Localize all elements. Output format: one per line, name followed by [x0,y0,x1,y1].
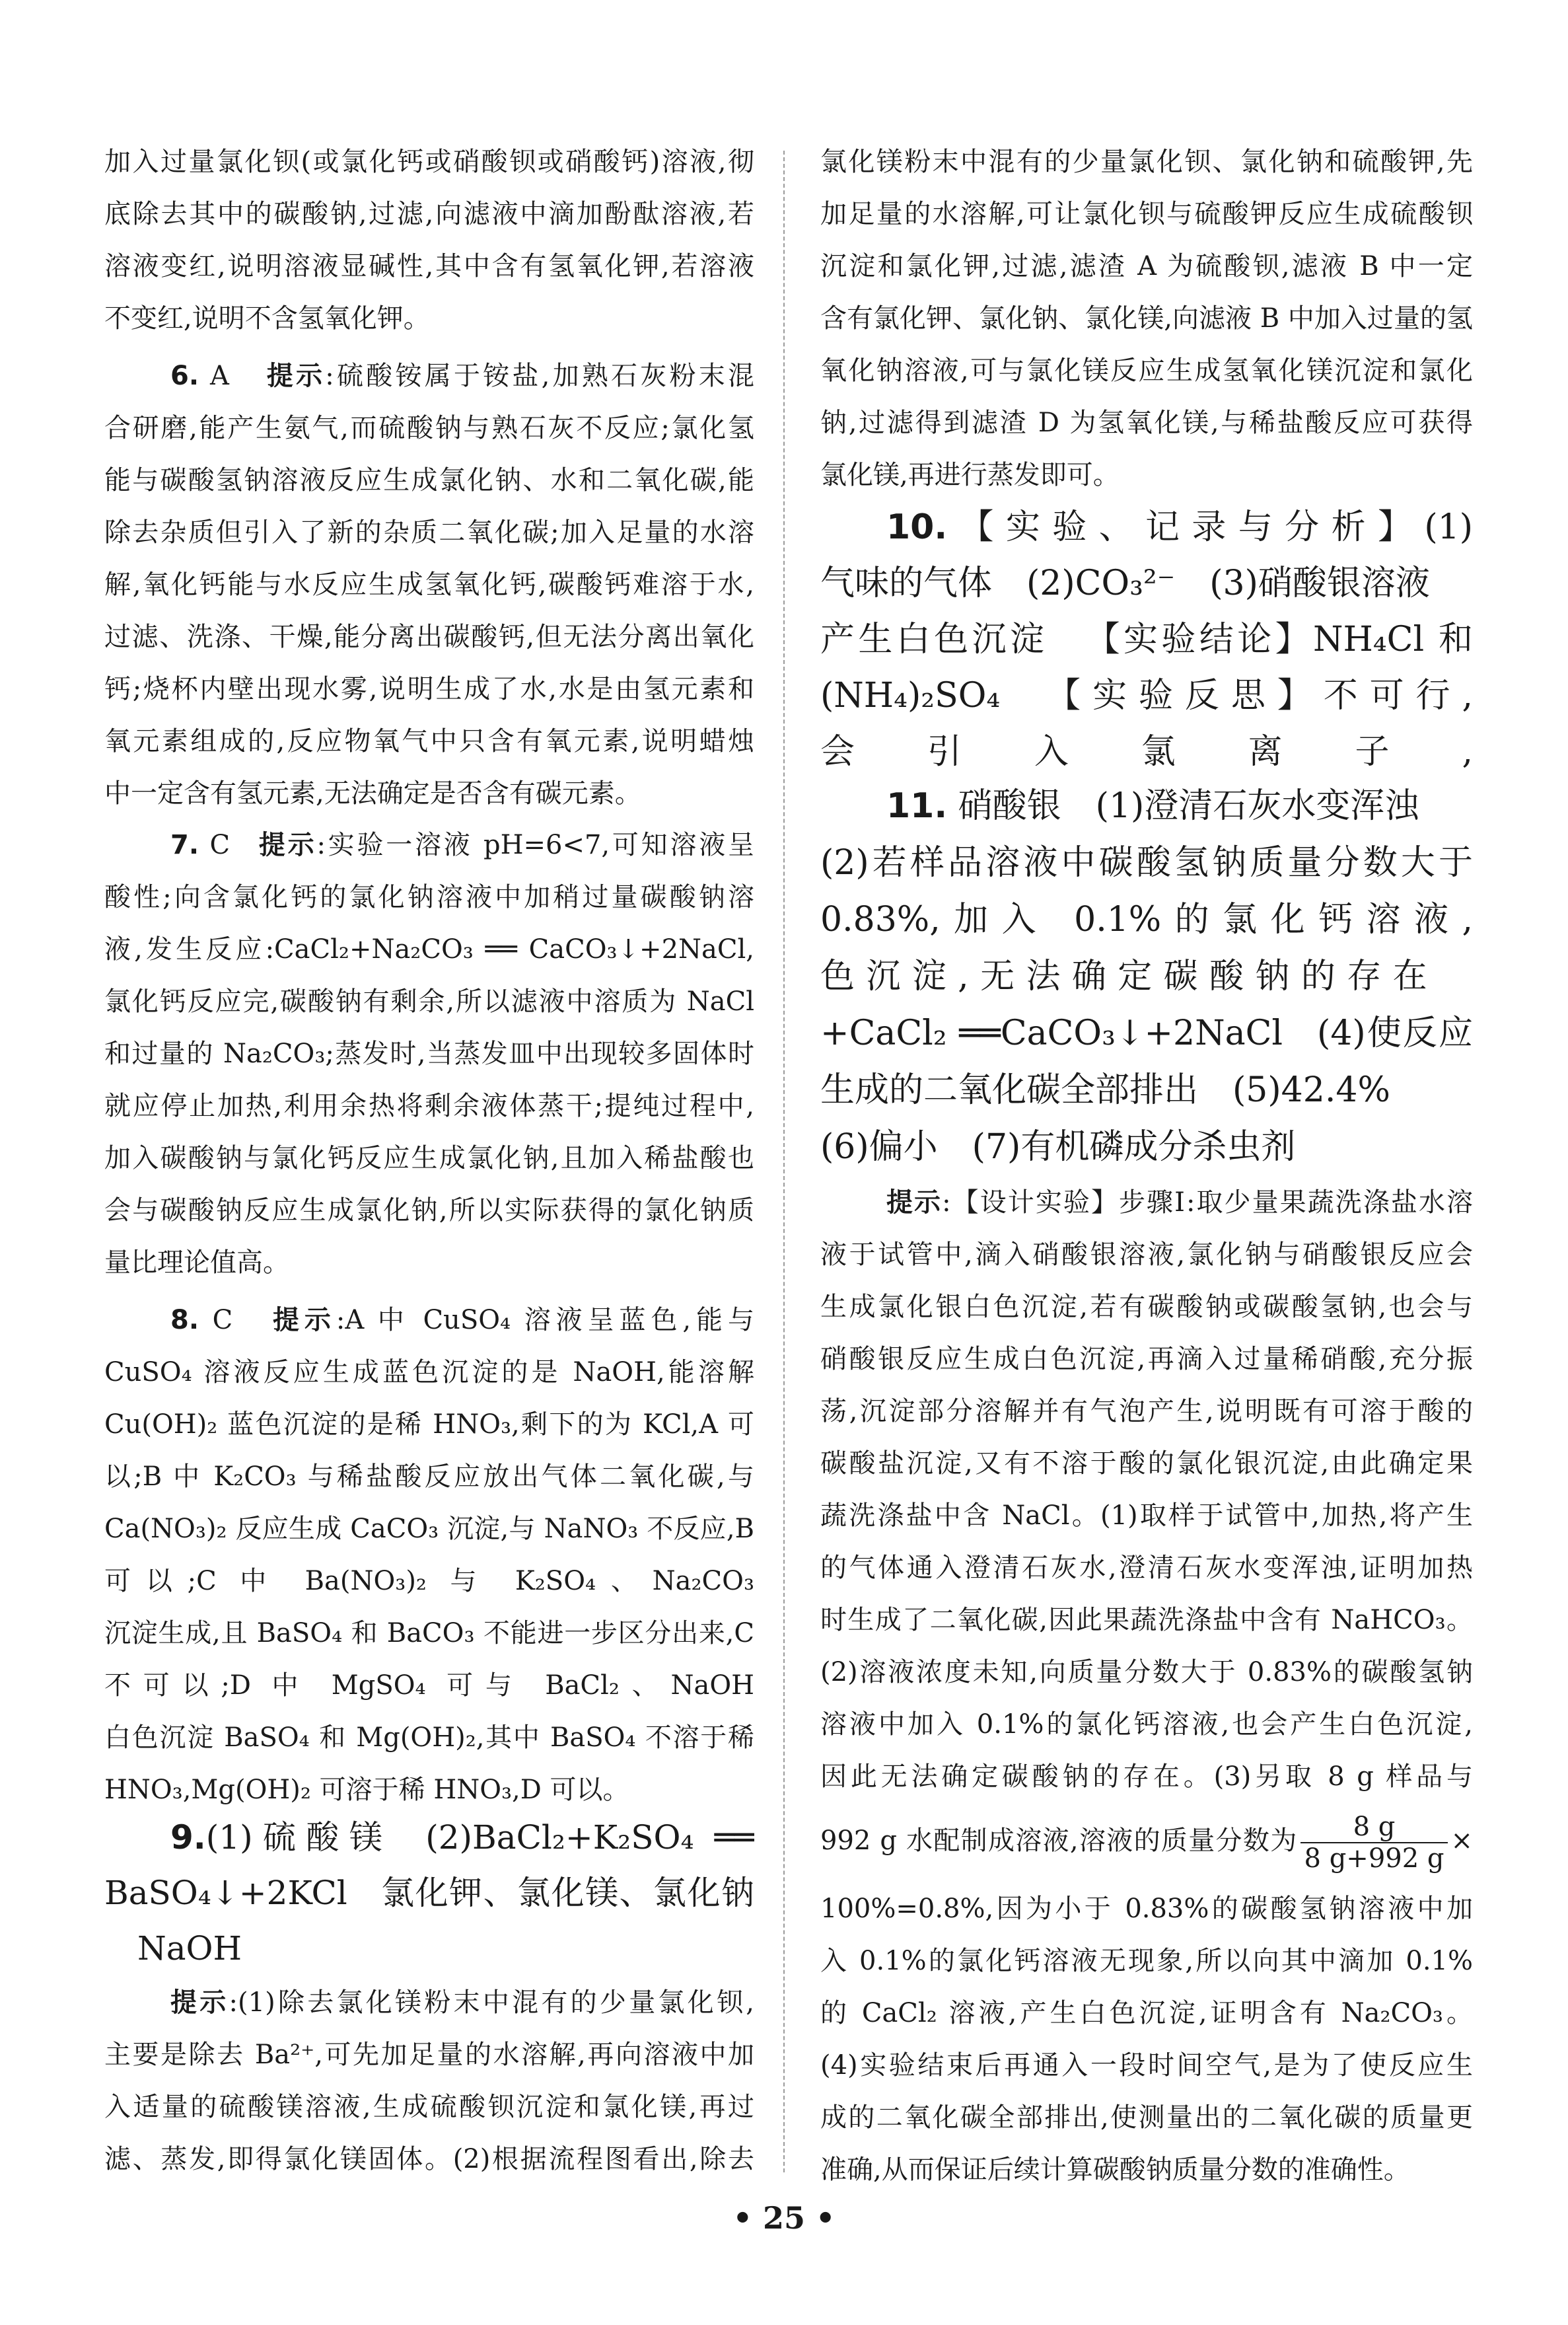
text-line: 生成氯化银白色沉淀,若有碳酸钠或碳酸氢钠,也会与 [820,1292,1473,1322]
text-run: :(1)除去氯化镁粉末中混有的少量氯化钡, [229,1987,754,2018]
text-line: 100%=0.8%,因为小于 0.83%的碳酸氢钠溶液中加 [820,1894,1473,1924]
text-line: 以;B 中 K₂CO₃ 与稀盐酸反应放出气体二氧化碳,与 [104,1461,754,1492]
text-line: 产生白色沉淀 【实验结论】NH₄Cl 和 [820,620,1473,659]
bold-label: 提示 [170,1987,229,2018]
text-line: 氯化钙反应完,碳酸钠有剩余,所以滤液中溶质为 NaCl [104,986,754,1017]
text-line: 蔬洗涤盐中含 NaCl。(1)取样于试管中,加热,将产生 [820,1500,1473,1531]
answer-11 [820,778,1473,1175]
text-line [820,778,1473,834]
text-line: 沉淀和氯化钾,过滤,滤渣 A 为硫酸钡,滤液 B 中一定 [820,251,1473,281]
answer-9-hint [104,1977,754,2186]
text-line [104,1294,754,1347]
text-line: 气味的气体 (2)CO₃²⁻ (3)硝酸银溶液 [820,564,1430,603]
text-line: +CaCl₂ ══CaCO₃↓+2NaCl (4)使反应 [820,1014,1473,1053]
text-line: 和过量的 Na₂CO₃;蒸发时,当蒸发皿中出现较多固体时 [104,1039,754,1069]
text-line: 会引入氯离子, [820,732,1473,772]
text-run: (1)硫酸镁 (2)BaCl₂+K₂SO₄ ══ [205,1818,754,1857]
text-line: 底除去其中的碳酸钠,过滤,向滤液中滴加酚酞溶液,若 [104,199,754,229]
answer-8 [104,1294,754,1816]
text-line: 合研磨,能产生氨气,而硫酸钠与熟石灰不反应;氯化氢 [104,413,754,443]
text-line: 中一定含有氢元素,无法确定是否含有碳元素。 [104,778,641,809]
bold-label: 8. [170,1305,199,1335]
text-line: 主要是除去 Ba²⁺,可先加足量的水溶解,再向溶液中加 [104,2040,754,2070]
text-line: 白色沉淀 BaSO₄ 和 Mg(OH)₂,其中 BaSO₄ 不溶于稀 [104,1722,754,1753]
text-line: Ca(NO₃)₂ 反应生成 CaCO₃ 沉淀,与 NaNO₃ 不反应,B [104,1514,754,1544]
text-line: 准确,从而保证后续计算碳酸钠质量分数的准确性。 [820,2155,1410,2185]
text-line: 解,氧化钙能与水反应生成氢氧化钙,碳酸钙难溶于水, [104,570,754,600]
text-line: 入 0.1%的氯化钙溶液无现象,所以向其中滴加 0.1% [820,1946,1473,1976]
text-line [104,350,754,402]
text-line: HNO₃,Mg(OH)₂ 可溶于稀 HNO₃,D 可以。 [104,1775,629,1805]
text-line: 色沉淀,无法确定碳酸钠的存在 [820,957,1439,996]
text-line: 会与碳酸钠反应生成氯化钠,所以实际获得的氯化钠质 [104,1195,754,1226]
text-run: :硫酸铵属于铵盐,加熟石灰粉末混 [325,361,754,391]
text-line: 氯化镁粉末中混有的少量氯化钡、氯化钠和硫酸钾,先 [820,147,1473,177]
text-line: 生成的二氧化碳全部排出 (5)42.4% [820,1070,1390,1110]
page-number: • 25 • [732,2200,836,2236]
text-run: × [1450,1826,1473,1856]
text-line: 就应停止加热,利用余热将剩余液体蒸干;提纯过程中, [104,1091,754,1121]
text-run: :实验一溶液 pH=6<7,可知溶液呈 [316,830,754,860]
text-line: 加入碳酸钠与氯化钙反应生成氯化钠,且加入稀盐酸也 [104,1143,754,1173]
text-line: (4)实验结束后再通入一段时间空气,是为了使反应生 [820,2050,1473,2081]
text-line: 氧化钠溶液,可与氯化镁反应生成氢氧化镁沉淀和氯化 [820,355,1473,386]
text-line: (2)溶液浓度未知,向质量分数大于 0.83%的碳酸氢钠 [820,1657,1473,1687]
text-line: 硝酸银反应生成白色沉淀,再滴入过量稀硝酸,充分振 [820,1344,1473,1374]
text-line: 的气体通入澄清石灰水,澄清石灰水变浑浊,证明加热 [820,1553,1473,1583]
text-line [104,819,754,871]
text-line: 过滤、洗涤、干燥,能分离出碳酸钙,但无法分离出氧化 [104,622,754,652]
text-line [104,1977,754,2029]
text-line: 除去杂质但引入了新的杂质二氧化碳;加入足量的水溶 [104,517,754,548]
text-run: 【实验、记录与分析】(1) [947,507,1473,547]
text-run: 992 g 水配制成溶液,溶液的质量分数为 [820,1826,1298,1856]
answer-6 [104,350,754,820]
text-line [820,499,1473,556]
text-line: 0.83%,加入 0.1%的氯化钙溶液, [820,900,1473,940]
text-line: 荡,沉淀部分溶解并有气泡产生,说明既有可溶于酸的 [820,1396,1473,1426]
answer-9 [104,1810,754,1976]
text-line: (NH₄)₂SO₄ 【实验反思】不可行, [820,676,1473,716]
bold-label: 7. [170,830,199,860]
text-line [820,1177,1473,1229]
text-line: 因此无法确定碳酸钠的存在。(3)另取 8 g 样品与 [820,1761,1473,1792]
text-line: 加足量的水溶解,可让氯化钡与硫酸钾反应生成硫酸钡 [820,199,1473,229]
text-line: 含有氯化钾、氯化钠、氯化镁,向滤液 B 中加入过量的氢 [820,303,1473,334]
answer-10 [820,499,1473,780]
text-run: :【设计实验】步骤Ⅰ:取少量果蔬洗涤盐水溶 [942,1187,1473,1218]
bold-label: 提示 [886,1187,943,1218]
text-line: 入适量的硫酸镁溶液,生成硫酸钡沉淀和氯化镁,再过 [104,2092,754,2122]
column-divider [783,151,785,2172]
text-line: 可以;C 中 Ba(NO₃)₂ 与 K₂SO₄、Na₂CO₃ [104,1566,754,1596]
text-line: 时生成了二氧化碳,因此果蔬洗涤盐中含有 NaHCO₃。 [820,1605,1473,1635]
fraction-denominator: 8 g+992 g [1304,1843,1444,1874]
answer-continuation-right [820,136,1473,501]
text-run: :A 中 CuSO₄ 溶液呈蓝色,能与 [336,1305,754,1335]
text-line [104,1810,754,1865]
text-line: CuSO₄ 溶液反应生成蓝色沉淀的是 NaOH,能溶解 [104,1357,754,1387]
text-line: 的 CaCl₂ 溶液,产生白色沉淀,证明含有 Na₂CO₃。 [820,1998,1473,2028]
text-run: A [199,361,267,391]
text-line: 滤、蒸发,即得氯化镁固体。(2)根据流程图看出,除去 [104,2144,754,2174]
bold-label: 提示 [272,1305,336,1335]
text-line: 量比理论值高。 [104,1247,289,1278]
text-line: 不变红,说明不含氢氧化钾。 [104,303,430,334]
text-line: 钙;烧杯内壁出现水雾,说明生成了水,水是由氢元素和 [104,674,754,704]
text-line: 液,发生反应:CaCl₂+Na₂CO₃ ══ CaCO₃↓+2NaCl, [104,934,754,965]
text-line: NaOH [137,1929,242,1968]
text-run: C [199,830,257,860]
text-line: 氧元素组成的,反应物氧气中只含有氧元素,说明蜡烛 [104,726,754,757]
text-line: (2)若样品溶液中碳酸氢钠质量分数大于 [820,843,1473,883]
answer-11-hint-tail [820,1883,1473,2196]
text-line: 溶液中加入 0.1%的氯化钙溶液,也会产生白色沉淀, [820,1709,1473,1740]
fraction-numerator: 8 g [1301,1812,1448,1843]
answer-11-hint [820,1177,1473,1803]
bold-label: 9. [170,1818,206,1857]
text-line: 酸性;向含氯化钙的氯化钠溶液中加稍过量碳酸钠溶 [104,882,754,912]
answer-continuation-left [104,136,754,345]
text-line: 氯化镁,再进行蒸发即可。 [820,460,1120,490]
text-line: 钠,过滤得到滤渣 D 为氢氧化镁,与稀盐酸反应可获得 [820,408,1473,438]
text-line [820,1801,1473,1880]
bold-label: 10. [886,507,948,547]
bold-label: 提示 [256,830,317,860]
text-run: 硝酸银 (1)澄清石灰水变浑浊 [947,786,1419,826]
text-line: Cu(OH)₂ 蓝色沉淀的是稀 HNO₃,剩下的为 KCl,A 可 [104,1409,754,1440]
text-line: 不可以;D 中 MgSO₄ 可与 BaCl₂、NaOH [104,1670,754,1701]
text-line: 成的二氧化碳全部排出,使测量出的二氧化碳的质量更 [820,2102,1473,2133]
text-line: 碳酸盐沉淀,又有不溶于酸的氯化银沉淀,由此确定果 [820,1448,1473,1479]
answer-7 [104,819,754,1289]
text-line: 能与碳酸氢钠溶液反应生成氯化钠、水和二氧化碳,能 [104,465,754,496]
text-line: 液于试管中,滴入硝酸银溶液,氯化钠与硝酸银反应会 [820,1239,1473,1270]
bold-label: 提示 [266,361,326,391]
text-run: C [199,1305,273,1335]
text-line: 加入过量氯化钡(或氯化钙或硝酸钡或硝酸钙)溶液,彻 [104,147,754,177]
text-line: 溶液变红,说明溶液显碱性,其中含有氢氧化钾,若溶液 [104,251,754,281]
text-line: 沉淀生成,且 BaSO₄ 和 BaCO₃ 不能进一步区分出来,C [104,1618,754,1648]
bold-label: 11. [886,786,948,826]
fraction [1301,1812,1448,1874]
answer-11-fraction-line [820,1801,1473,1880]
bold-label: 6. [170,361,199,391]
text-line: (6)偏小 (7)有机磷成分杀虫剂 [820,1127,1296,1167]
text-line: BaSO₄↓+2KCl 氯化钾、氯化镁、氯化钠 [104,1874,754,1912]
